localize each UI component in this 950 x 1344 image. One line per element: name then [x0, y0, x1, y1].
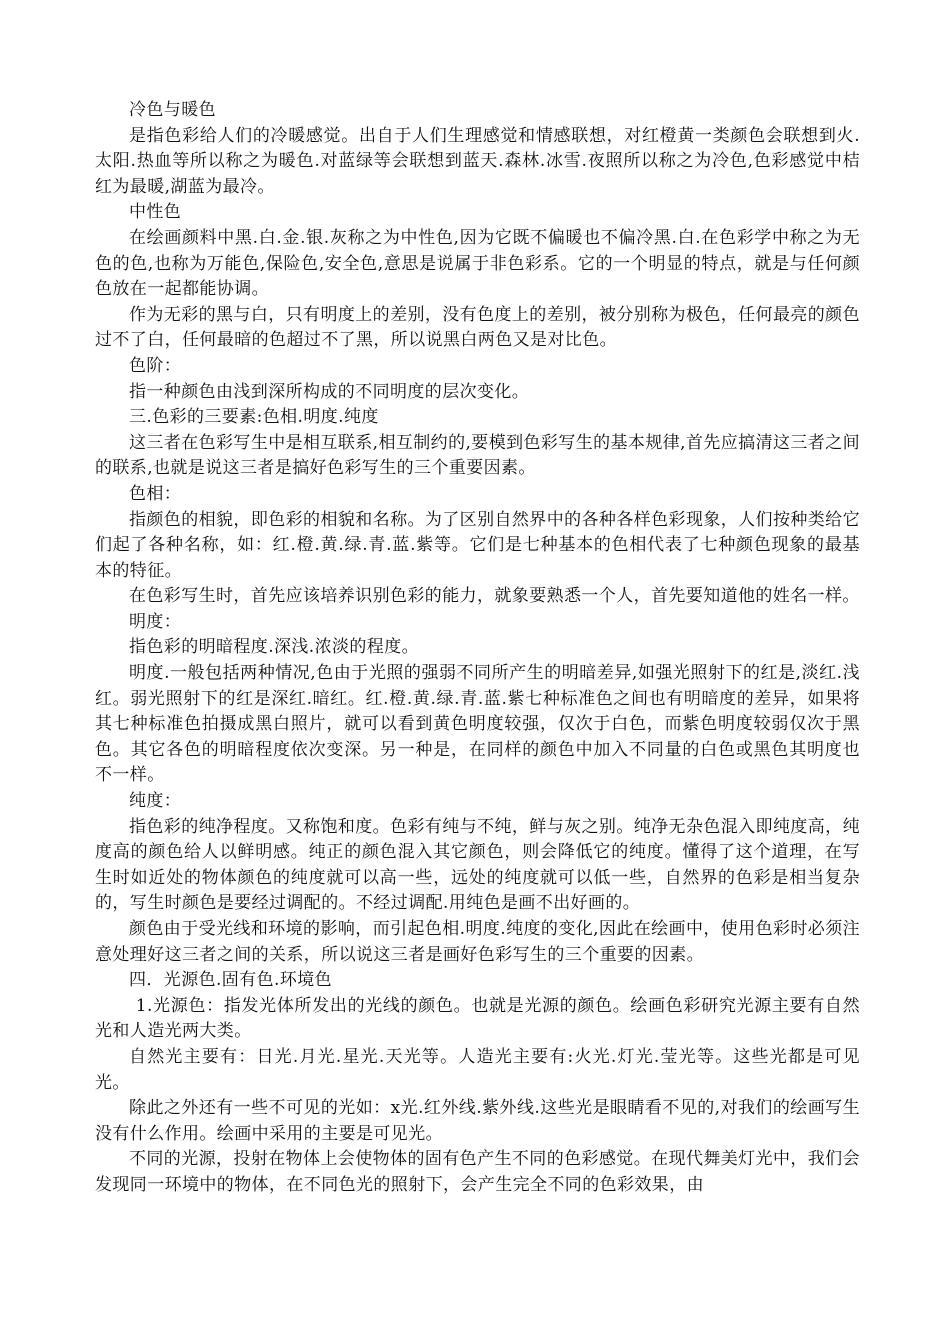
paragraph: 在色彩写生时，首先应该培养识别色彩的能力，就象要熟悉一个人，首先要知道他的姓名一样。: [129, 586, 860, 607]
heading-section-three: 三.色彩的三要素:色相.明度.纯度: [129, 407, 379, 428]
paragraph: 这三者在色彩写生中是相互联系,相互制约的,要模到色彩写生的基本规律,首先应搞清这三者之间的联系,也就是说这三者是搞好色彩写生的三个重要因素。: [95, 432, 860, 479]
paragraph: 作为无彩的黑与白，只有明度上的差别，没有色度上的差别，被分别称为极色，任何最亮的颜色过不了白，任何最暗的色超过不了黑，所以说黑白两色又是对比色。: [95, 304, 860, 351]
paragraph: 指一种颜色由浅到深所构成的不同明度的层次变化。: [129, 381, 530, 402]
document-page: [95, 98, 860, 1199]
heading-neutral: 中性色: [129, 202, 182, 223]
heading-saturation: 纯度：: [129, 791, 182, 812]
heading-hue: 色相：: [129, 483, 182, 504]
paragraph: 颜色由于受光线和环境的影响，而引起色相.明度.纯度的变化,因此在绘画中，使用色彩时必须注意处理好这三者之间的关系，所以说这三者是画好色彩写生的三个重要的因素。: [95, 919, 860, 965]
paragraph: 自然光主要有：日光.月光.星光.天光等。人造光主要有:火光.灯光.莹光等。这些光都是可见光。: [95, 1046, 860, 1093]
paragraph: 明度.一般包括两种情况,色由于光照的强弱不同所产生的明暗差异,如强光照射下的红是,淡红.浅红。弱光照射下的红是深红.暗红。红.橙.黄.绿.青.蓝.紫七种标准色之间也有明暗度的差异，如果将其七种标准色拍摄成黑白照片，就可以看到黄色明度较强，仅次于白色，而紫色明度较弱仅次于黑色。其它各色的明暗程度依次变深。另一种是，在同样的颜色中加入不同量的白色或黑色其明度也不一样。: [95, 663, 860, 786]
paragraph: 指色彩的纯净程度。又称饱和度。色彩有纯与不纯，鲜与灰之别。纯净无杂色混入即纯度高，纯度高的颜色给人以鲜明感。纯正的颜色混入其它颜色，则会降低它的纯度。懂得了这个道理，在写生时如近处的物体颜色的纯度就可以高一些，远处的纯度就可以低一些，自然界的色彩是相当复杂的，写生时颜色是要经过调配的。不经过调配.用纯色是画不出好画的。: [95, 816, 860, 914]
paragraph: 不同的光源，投射在物体上会使物体的固有色产生不同的色彩感觉。在现代舞美灯光中，我们会发现同一环境中的物体，在不同色光的照射下，会产生完全不同的色彩效果，由: [95, 1149, 860, 1195]
paragraph: 指色彩的明暗程度.深浅.浓淡的程度。: [129, 637, 420, 658]
paragraph: 指颜色的相貌，即色彩的相貌和名称。为了区别自然界中的各种各样色彩现象，人们按种类给它们起了各种名称，如：红.橙.黄.绿.青.蓝.紫等。它们是七种基本的色相代表了七种颜色现象的最基本的特征。: [95, 509, 860, 581]
heading-color-scale: 色阶：: [129, 355, 182, 376]
heading-lightness: 明度：: [129, 611, 182, 632]
paragraph: 除此之外还有一些不可见的光如：x光.红外线.紫外线.这些光是眼睛看不见的,对我们的绘画写生没有什么作用。绘画中采用的主要是可见光。: [95, 1098, 860, 1144]
heading-section-four: 四．光源色.固有色.环境色: [129, 970, 333, 991]
paragraph-light-source: 1.光源色：指发光体所发出的光线的颜色。也就是光源的颜色。绘画色彩研究光源主要有自然光和人造光两大类。: [95, 995, 860, 1042]
paragraph: 在绘画颜料中黑.白.金.银.灰称之为中性色,因为它既不偏暖也不偏冷黑.白.在色彩学中称之为无色的色,也称为万能色,保险色,安全色,意思是说属于非色彩系。它的一个明显的特点，就是与任何颜色放在一起都能协调。: [95, 227, 860, 300]
paragraph: 是指色彩给人们的冷暖感觉。出自于人们生理感觉和情感联想，对红橙黄一类颜色会联想到火.太阳.热血等所以称之为暖色.对蓝绿等会联想到蓝天.森林.冰雪.夜照所以称之为冷色,色彩感觉中桔红为最暖,湖蓝为最冷。: [95, 125, 860, 197]
heading-cold-warm: 冷色与暖色: [129, 100, 216, 120]
